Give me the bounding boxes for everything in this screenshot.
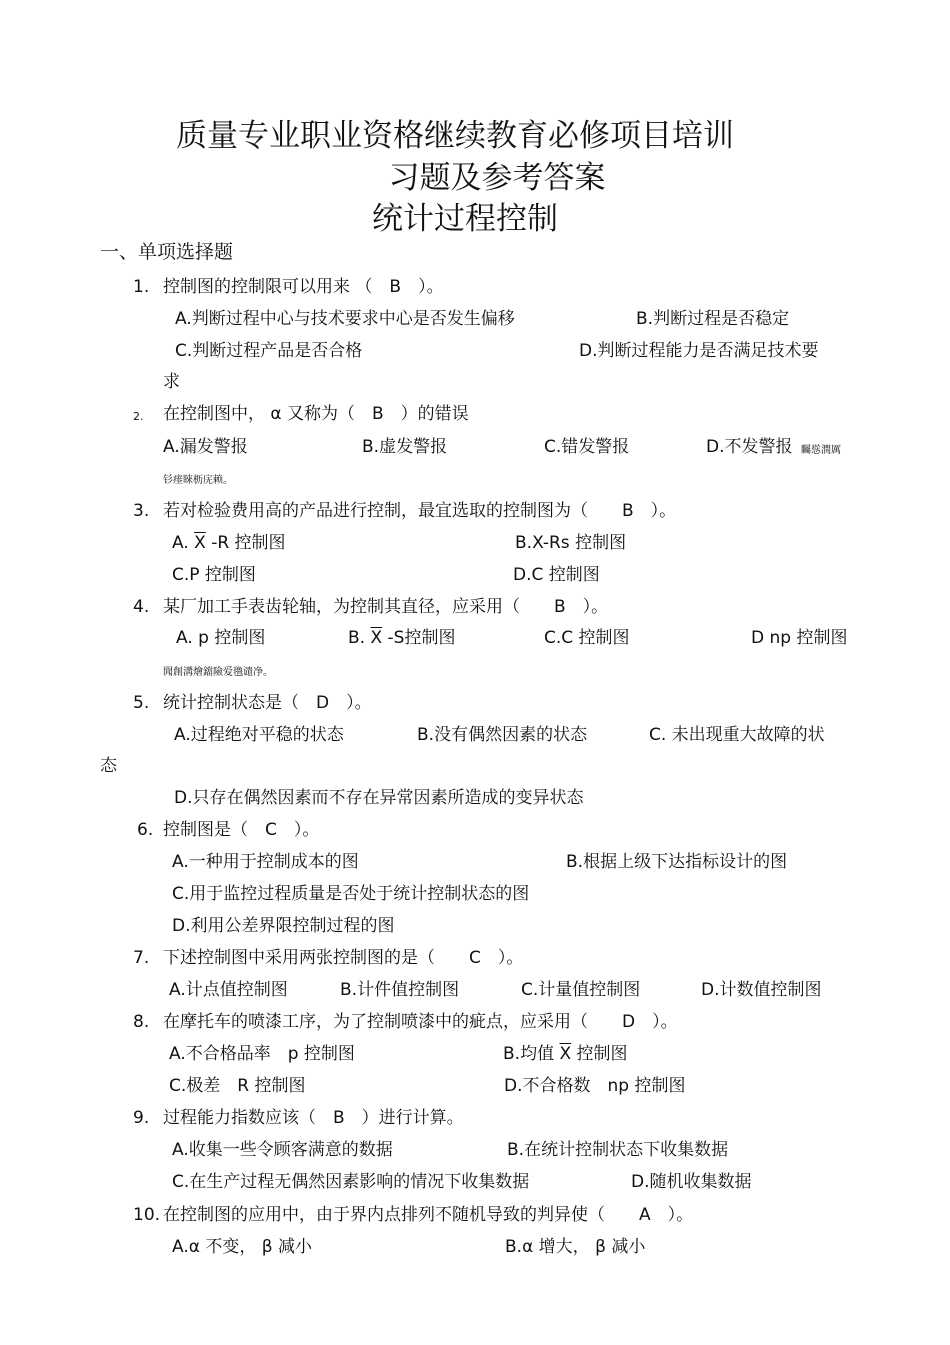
q1-number: 1. [133,277,150,297]
q1-option-a: A.判断过程中心与技术要求中心是否发生偏移 [175,309,515,329]
q10-number: 10. [133,1205,161,1225]
q7-number: 7. [133,948,150,968]
q10-stem: 在控制图的应用中，由于界内点排列不随机导致的判异使（ A ）。 [163,1205,694,1225]
q4-option-a: A. p 控制图 [176,628,266,648]
q9-option-a: A.收集一些令顾客满意的数据 [172,1140,393,1160]
q4-noise-text: 聞創溝燴鐺險爱氇谴净。 [163,667,273,678]
q4-option-b: B. $\overline{X}$ -S控制图 [348,628,456,648]
q7-option-c: C.计量值控制图 [521,980,641,1000]
q2-noise-text-2: 钐瘗睞枥庑赖。 [163,475,233,486]
q9-option-b: B.在统计控制状态下收集数据 [507,1140,729,1160]
q4-number: 4. [133,597,150,617]
q4-option-d: D np 控制图 [751,628,848,648]
q3-option-d: D.C 控制图 [513,565,600,585]
q6-number: 6. [137,820,154,840]
q9-option-c: C.在生产过程无偶然因素影响的情况下收集数据 [172,1172,530,1192]
q2-option-d: D.不发警报 [706,437,793,457]
doc-title-line-3: 统计过程控制 [372,201,558,237]
q2-number: 2. [133,410,144,423]
q6-option-a: A.一种用于控制成本的图 [172,852,359,872]
q7-option-a: A.计点值控制图 [169,980,288,1000]
q8-option-c: C.极差 R 控制图 [169,1076,306,1096]
q1-option-d: D.判断过程能力是否满足技术要 [579,341,819,361]
q10-option-b: B.α 增大， β 减小 [505,1237,646,1257]
q5-number: 5. [133,693,150,713]
q3-stem: 若对检验费用高的产品进行控制，最宜选取的控制图为（ B ）。 [163,501,677,521]
q8-option-b: B.均值 $\overline{X}$ 控制图 [503,1044,628,1064]
q10-option-a: A.α 不变， β 减小 [172,1237,313,1257]
doc-title-line-2: 习题及参考答案 [388,160,606,196]
q6-option-b: B.根据上级下达指标设计的图 [566,852,788,872]
q1-option-b: B.判断过程是否稳定 [636,309,790,329]
q4-stem: 某厂加工手表齿轮轴，为控制其直径，应采用（ B ）。 [163,597,609,617]
q5-option-c: C. 未出现重大故障的状 [649,725,825,745]
q1-stem: 控制图的控制限可以用来 （ B ）。 [163,277,444,297]
q9-number: 9. [133,1108,150,1128]
q8-option-d: D.不合格数 np 控制图 [504,1076,686,1096]
q3-option-c: C.P 控制图 [172,565,256,585]
q6-option-c: C.用于监控过程质量是否处于统计控制状态的图 [172,884,530,904]
q5-stem: 统计控制状态是（ D ）。 [163,693,372,713]
q7-stem: 下述控制图中采用两张控制图的是（ C ）。 [163,948,524,968]
q9-option-d: D.随机收集数据 [631,1172,752,1192]
q8-stem: 在摩托车的喷漆工序，为了控制喷漆中的疵点，应采用（ D ）。 [163,1012,678,1032]
q3-option-a: A. $\overline{X}$ -R 控制图 [172,533,286,553]
q5-option-c-continued: 态 [100,756,117,776]
q5-option-a: A.过程绝对平稳的状态 [174,725,344,745]
q3-number: 3. [133,501,150,521]
q2-stem: 在控制图中， α 又称为（ B ）的错误 [163,404,469,424]
doc-title-line-1: 质量专业职业资格继续教育必修项目培训 [176,118,734,154]
q7-option-d: D.计数值控制图 [701,980,822,1000]
q6-option-d: D.利用公差界限控制过程的图 [172,916,395,936]
q7-option-b: B.计件值控制图 [340,980,460,1000]
section-heading: 一、单项选择题 [100,241,234,263]
q2-option-c: C.错发警报 [544,437,630,457]
q2-noise-text-1: 矚慫潤厲 [801,445,841,456]
q1-option-d-continued: 求 [163,372,180,392]
q5-option-d: D.只存在偶然因素而不存在异常因素所造成的变异状态 [174,788,584,808]
q8-option-a: A.不合格品率 p 控制图 [169,1044,355,1064]
q2-option-a: A.漏发警报 [163,437,248,457]
q6-stem: 控制图是（ C ）。 [163,820,320,840]
q8-number: 8. [133,1012,150,1032]
q1-option-c: C.判断过程产品是否合格 [175,341,363,361]
q9-stem: 过程能力指数应该（ B ）进行计算。 [163,1108,464,1128]
q4-option-c: C.C 控制图 [544,628,630,648]
q3-option-b: B.X-Rs 控制图 [515,533,627,553]
q5-option-b: B.没有偶然因素的状态 [417,725,588,745]
q2-option-b: B.虚发警报 [362,437,448,457]
